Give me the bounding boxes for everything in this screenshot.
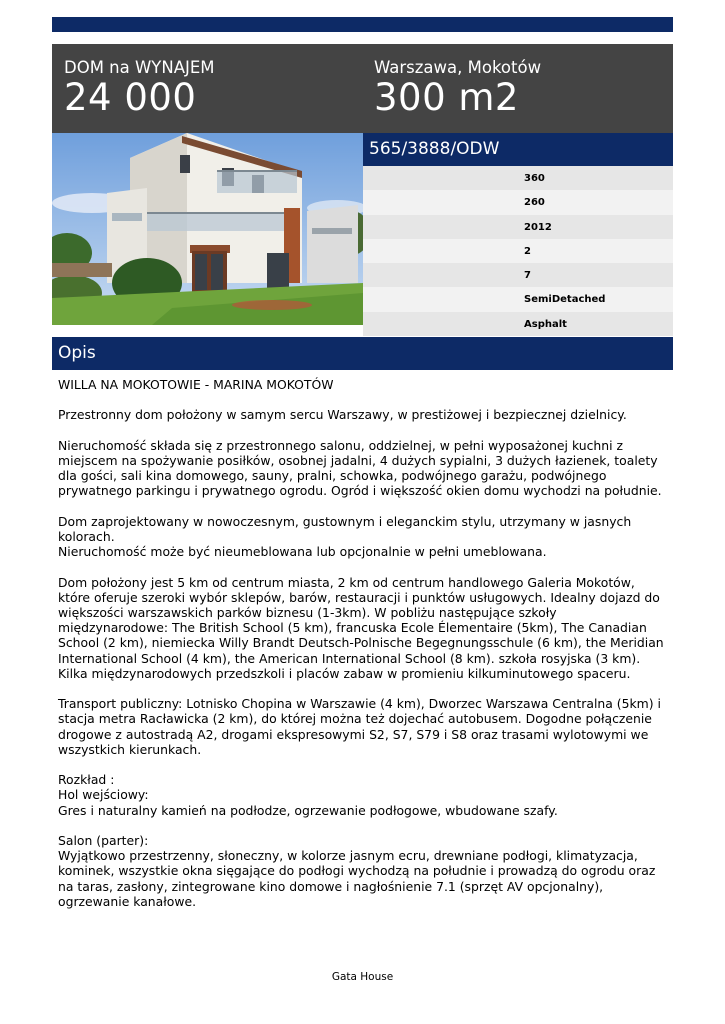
description-paragraph: Przestronny dom położony w samym sercu Warszawy, w prestiżowej i bezpiecznej dzielnicy. — [58, 407, 627, 423]
top-accent-bar — [52, 17, 673, 32]
description-body — [58, 377, 670, 924]
area: 300 m2 — [374, 76, 519, 119]
price: 24 000 — [64, 76, 197, 119]
listing-header — [52, 44, 673, 133]
property-photo — [52, 133, 363, 325]
attribute-row: Asphalt — [363, 312, 673, 336]
description-heading: Opis — [52, 337, 673, 370]
description-paragraph: WILLA NA MOKOTOWIE - MARINA MOKOTÓW — [58, 377, 334, 392]
description-paragraph: Transport publiczny: Lotnisko Chopina w Warszawie (4 km), Dworzec Warszawa Centralna (5km) i stacja metra Racławicka (2 km), do której można też dojechać autobusem. Dogodne połączenie drogowe z autostradą A2, drogami ekspresowymi S2, S7, S79 i S8 oraz trasami wylotowymi we wszystkich kierunkach. — [58, 696, 661, 757]
attribute-row: 360 — [363, 166, 673, 190]
description-paragraph: Nieruchomość składa się z przestronnego salonu, oddzielnej, w pełni wyposażonej kuchni z miejscem na spożywanie posiłków, osobnej jadalni, 4 dużych sypialni, 3 dużych łazienek, toalety dla gości, sali kina domowego, sauny, pralni, schowka, podwójnego garażu, podwójnego prywatnego parkingu i prywatnego ogrodu. Ogród i większość okien domu wychodzi na południe. — [58, 437, 662, 499]
attribute-row: 260 — [363, 190, 673, 214]
location: Warszawa, Mokotów — [374, 58, 542, 77]
reference-number: 565/3888/ODW — [363, 133, 673, 166]
footer-agency: Gata House — [331, 971, 394, 983]
attribute-row: 2012 — [363, 215, 673, 239]
description-paragraph: Dom zaprojektowany w nowoczesnym, gustownym i eleganckim stylu, utrzymany w jasnych kolorach. Nieruchomość może być nieumeblowana lub opcjonalnie w pełni umeblowana. — [58, 513, 632, 560]
attributes-table — [363, 166, 673, 336]
description-paragraph: Rozkład : Hol wejściowy: Gres i naturalny kamień na podłodze, ogrzewanie podłogowe, wbudowane szafy. — [58, 772, 558, 818]
attribute-row: SemiDetached — [363, 287, 673, 311]
description-paragraph: Dom położony jest 5 km od centrum miasta, 2 km od centrum handlowego Galeria Mokotów, które oferuje szeroki wybór sklepów, barów, restauracji i punktów usługowych. Idealny dojazd do większości warszawskich parków biznesu (1-3km). W pobliżu następujące szkoły międzynarodowe: The British School (5 km), francuska Ecole Élementaire (5km), The Canadian School (2 km), niemiecka Willy Brandt Deutsch-Polnische Begegnungsschule (6 km), the Meridian International School (4 km), the American International School (8 km). szkoła rosyjska (3 km). Kilka międzynarodowych przedszkoli i placów zabaw w promieniu kilkuminutowego spaceru. — [58, 574, 664, 681]
attribute-row: 7 — [363, 263, 673, 287]
description-paragraph: Salon (parter): Wyjątkowo przestrzenny, słoneczny, w kolorze jasnym ecru, drewniane podłogi, klimatyzacja, kominek, wszystkie okna sięgające do podłogi wychodzą na południe i prowadzą do ogrodu oraz na taras, zasłony, zintegrowane kino domowe i nagłośnienie 7.1 (sprzęt AV opcjonalny), ogrzewanie kanałowe. — [58, 832, 656, 909]
offer-type: DOM na WYNAJEM — [64, 58, 215, 77]
attribute-row: 2 — [363, 239, 673, 263]
